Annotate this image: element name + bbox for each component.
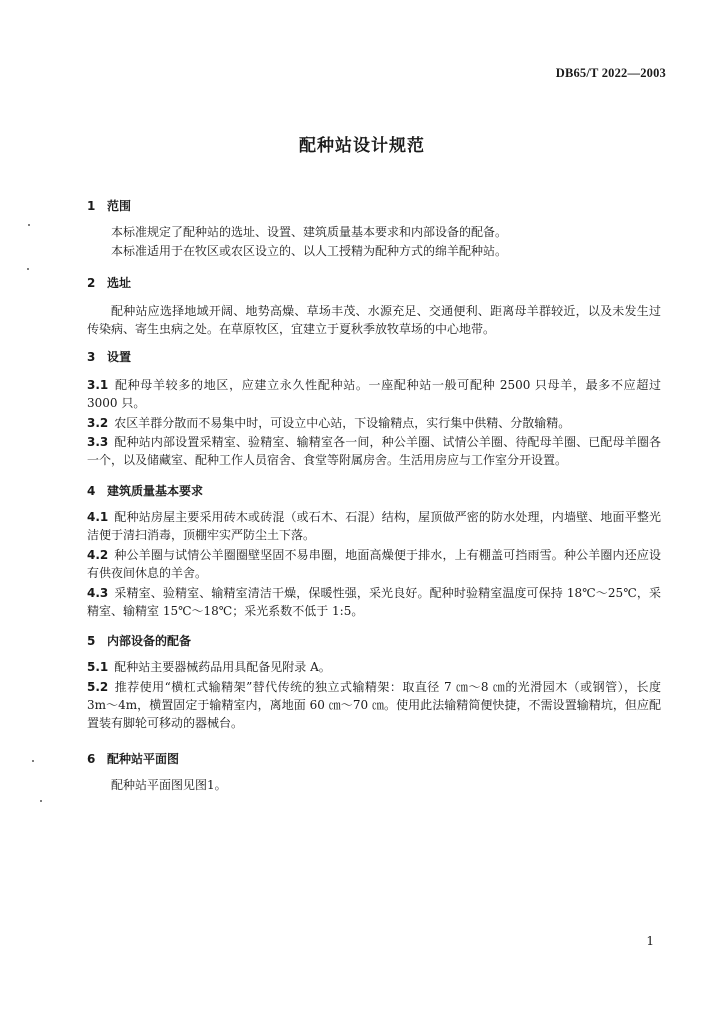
paragraph: 本标准适用于在牧区或农区设立的、以人工授精为配种方式的绵羊配种站。 bbox=[111, 244, 508, 258]
section-heading-equipment bbox=[87, 632, 191, 649]
clause-number: 4.3 bbox=[87, 586, 109, 600]
document-title: 配种站设计规范 bbox=[299, 136, 425, 156]
clause bbox=[87, 584, 661, 620]
section-title: 选址 bbox=[107, 276, 132, 290]
section-heading-building-quality bbox=[87, 482, 203, 499]
clause-text: 配种站房屋主要采用砖木或砖混（或石木、石混）结构，屋顶做严密的防水处理，内墙壁、地面平整光洁便于清扫消毒，顶棚牢实严防尘土下落。 bbox=[87, 510, 661, 542]
paragraph: 本标准规定了配种站的选址、设置、建筑质量基本要求和内部设备的配备。 bbox=[111, 225, 508, 239]
section-heading-floor-plan bbox=[87, 750, 179, 767]
section-heading-scope bbox=[87, 197, 131, 214]
section-number: 6 bbox=[87, 752, 96, 766]
clause-number: 3.2 bbox=[87, 416, 109, 430]
section-number: 5 bbox=[87, 634, 96, 648]
section-title: 配种站平面图 bbox=[107, 752, 180, 766]
clause-number: 4.2 bbox=[87, 548, 109, 562]
clause bbox=[87, 414, 661, 432]
scan-speck bbox=[28, 224, 30, 226]
section-title: 设置 bbox=[107, 350, 132, 364]
section-number: 1 bbox=[87, 199, 96, 213]
section-number: 2 bbox=[87, 276, 96, 290]
clause bbox=[87, 658, 661, 676]
clause bbox=[87, 678, 661, 732]
section-heading-setup bbox=[87, 348, 131, 365]
page-number: 1 bbox=[646, 934, 654, 948]
clause-number: 3.3 bbox=[87, 435, 109, 449]
scan-speck bbox=[32, 760, 34, 762]
clause bbox=[87, 376, 661, 412]
clause-text: 农区羊群分散而不易集中时，可设立中心站，下设输精点，实行集中供精、分散输精。 bbox=[114, 416, 571, 430]
clause-text: 配种站内部设置采精室、验精室、输精室各一间，种公羊圈、试情公羊圈、待配母羊圈、已配母羊圈各一个，以及储藏室、配种工作人员宿舍、食堂等附属房舍。生活用房应与工作室分开设置。 bbox=[87, 435, 661, 467]
clause-text: 采精室、验精室、输精室清洁干燥，保暖性强，采光良好。配种时验精室温度可保持 18℃～25℃，采精室、输精室 15℃～18℃；采光系数不低于 1:5。 bbox=[87, 586, 661, 618]
paragraph: 配种站平面图见图1。 bbox=[111, 778, 227, 792]
section-title: 范围 bbox=[107, 199, 132, 213]
paragraph: 配种站应选择地域开阔、地势高燥、草场丰茂、水源充足、交通便利、距离母羊群较近，以及未发生过传染病、寄生虫病之处。在草原牧区，宜建立于夏秋季放牧草场的中心地带。 bbox=[87, 304, 661, 336]
section-title: 建筑质量基本要求 bbox=[107, 484, 204, 498]
clause bbox=[87, 546, 661, 582]
standard-code: DB65/T 2022—2003 bbox=[555, 66, 666, 80]
clause-text: 配种站主要器械药品用具配备见附录 A。 bbox=[114, 660, 331, 674]
clause-number: 3.1 bbox=[87, 378, 109, 392]
section-heading-site bbox=[87, 274, 131, 291]
section-title: 内部设备的配备 bbox=[107, 634, 192, 648]
clause-text: 推荐使用“横杠式输精架”替代传统的独立式输精架：取直径 7 ㎝～8 ㎝的光滑园木（或钢管），长度 3m～4m，横置固定于输精室内，离地面 60 ㎝～70 ㎝。使用此法输精简便快捷，不需设置输精坑，但应配置装有脚轮可移动的器械台。 bbox=[87, 680, 661, 730]
section-number: 3 bbox=[87, 350, 96, 364]
clause-number: 5.1 bbox=[87, 660, 109, 674]
clause bbox=[87, 433, 661, 469]
scan-speck bbox=[27, 268, 29, 270]
clause-number: 5.2 bbox=[87, 680, 109, 694]
clause-number: 4.1 bbox=[87, 510, 109, 524]
clause-text: 种公羊圈与试情公羊圈圈壁坚固不易串圈，地面高燥便于排水，上有棚盖可挡雨雪。种公羊圈内还应设有供夜间休息的羊舍。 bbox=[87, 548, 661, 580]
section-number: 4 bbox=[87, 484, 96, 498]
clause bbox=[87, 508, 661, 544]
scan-speck bbox=[40, 800, 42, 802]
clause-text: 配种母羊较多的地区，应建立永久性配种站。一座配种站一般可配种 2500 只母羊，最多不应超过 3000 只。 bbox=[87, 378, 661, 410]
